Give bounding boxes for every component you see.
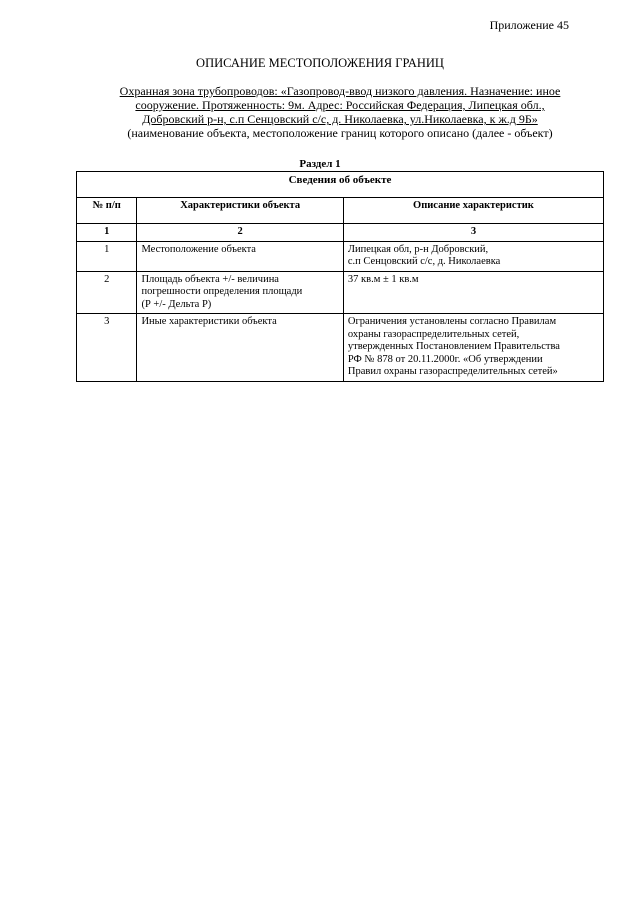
table-row <box>77 241 604 271</box>
object-line-1: Охранная зона трубопроводов: «Газопровод-ввод низкого давления. Назначение: иное <box>119 84 561 98</box>
row-characteristic-line: (Р +/- Дельта Р) <box>141 298 212 310</box>
row-number: 2 <box>77 271 137 314</box>
appendix-label: Приложение 45 <box>489 18 569 32</box>
row-description-line: Ограничения установлены согласно Правилам <box>347 316 557 327</box>
column-header-number: № п/п <box>77 198 137 224</box>
column-number: 2 <box>137 224 343 242</box>
table-header-row <box>77 198 604 224</box>
object-line-3: Добровский р-н, с.п Сенцовский с/с, д. Николаевка, ул.Николаевка, к ж.д 9Б» <box>142 112 538 126</box>
row-characteristic <box>137 271 343 314</box>
row-description-line: РФ № 878 от 20.11.2000г. «Об утверждении <box>347 353 543 365</box>
row-description <box>343 271 603 314</box>
column-header-characteristic: Характеристики объекта <box>137 198 343 224</box>
row-characteristic-line: Площадь объекта +/- величина <box>141 273 279 285</box>
column-number: 1 <box>77 224 137 242</box>
object-description <box>94 84 586 140</box>
column-number-row <box>77 224 604 242</box>
table-body <box>77 241 604 381</box>
object-line-2: сооружение. Протяженность: 9м. Адрес: Российская Федерация, Липецкая обл., <box>135 98 545 112</box>
table-row <box>77 271 604 314</box>
column-number: 3 <box>343 224 603 242</box>
column-header-description: Описание характеристик <box>343 198 603 224</box>
row-characteristic-line: Иные характеристики объекта <box>141 316 277 327</box>
row-number: 3 <box>77 314 137 382</box>
table-row <box>77 314 604 382</box>
row-number: 1 <box>77 241 137 271</box>
row-characteristic-line: Местоположение объекта <box>141 243 256 255</box>
row-description-line: охраны газораспределительных сетей, <box>347 328 520 340</box>
table-caption-row <box>77 172 604 198</box>
row-description-line: утвержденных Постановлением Правительства <box>347 341 560 352</box>
section-title: Раздел 1 <box>299 158 341 170</box>
row-description-line: Липецкая обл, р-н Добровский, <box>347 243 489 255</box>
row-characteristic-line: погрешности определения площади <box>141 286 303 297</box>
object-note: (наименование объекта, местоположение границ которого описано (далее - объект) <box>127 126 553 140</box>
table-caption: Сведения об объекте <box>77 172 604 198</box>
row-characteristic <box>137 241 343 271</box>
row-description-line: Правил охраны газораспределительных сетей» <box>347 366 558 377</box>
object-info-table <box>76 171 604 382</box>
row-description-line: с.п Сенцовский с/с, д. Николаевка <box>347 256 501 267</box>
row-description <box>343 314 603 382</box>
row-description <box>343 241 603 271</box>
document-title: ОПИСАНИЕ МЕСТОПОЛОЖЕНИЯ ГРАНИЦ <box>196 56 444 70</box>
row-description-line: 37 кв.м ± 1 кв.м <box>347 273 419 285</box>
row-characteristic <box>137 314 343 382</box>
